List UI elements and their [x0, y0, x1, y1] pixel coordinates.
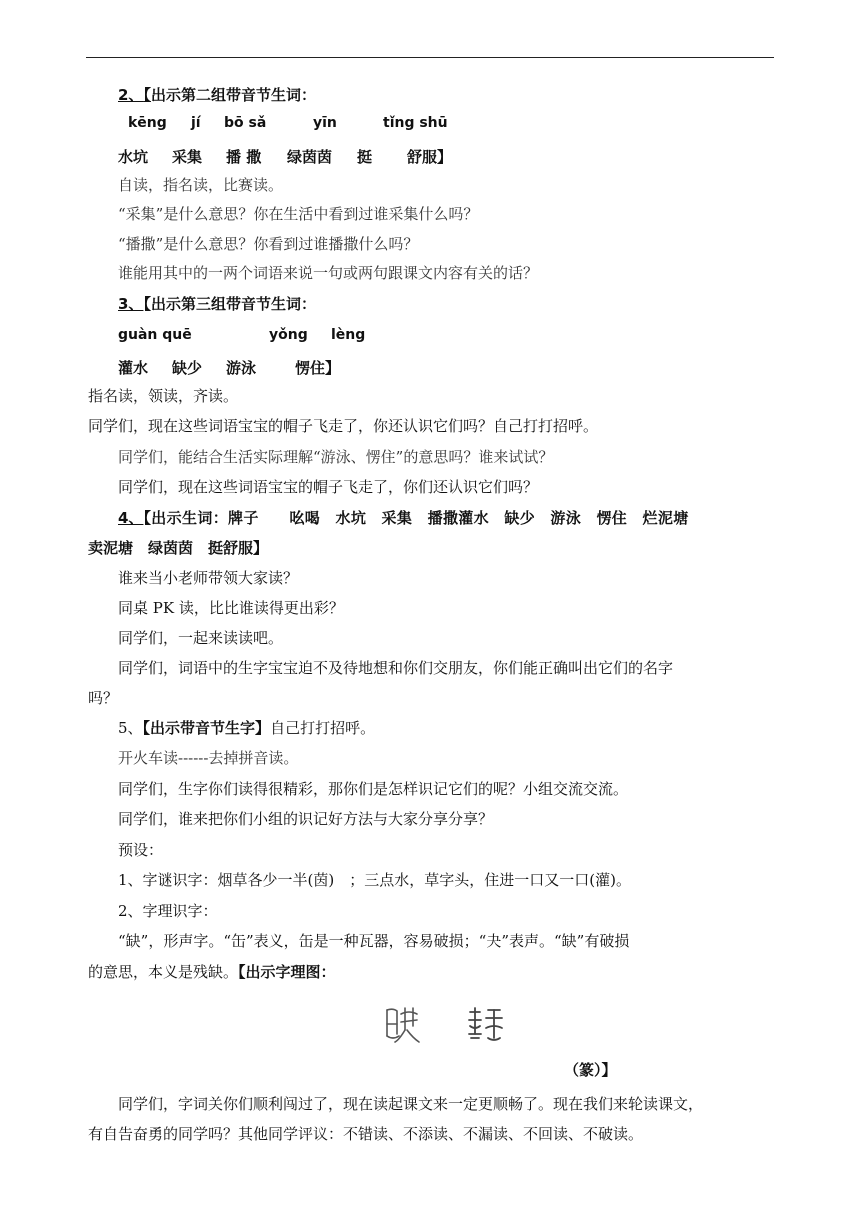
text-line: 吗？ — [88, 689, 119, 707]
word-bosa: 播 撒 — [226, 148, 262, 166]
word-ting: 挺 — [357, 148, 373, 166]
text-line: 同学们，现在这些词语宝宝的帽子飞走了，你还认识它们吗？自己打打招呼。 — [88, 417, 599, 435]
text-line: 同桌 PK 读，比比谁读得更出彩？ — [118, 599, 344, 617]
text-line: 谁能用其中的一两个词语来说一句或两句跟课文内容有关的话？ — [118, 264, 539, 282]
text-line: 的意思，本义是残缺。 — [88, 963, 239, 981]
text-line: 2、字理识字： — [118, 902, 218, 920]
figure-title: 【出示字理图： — [238, 963, 336, 981]
pinyin-keng: kēng — [128, 115, 167, 131]
pinyin-bosa: bō sǎ — [224, 115, 267, 131]
figure-caption: （篆）】 — [564, 1061, 617, 1079]
pinyin-tingshu: tǐng shū — [383, 115, 448, 131]
text-line: 同学们，一起来读读吧。 — [118, 629, 284, 647]
section-2-number: 2、 — [118, 86, 144, 104]
text-line: 有自告奋勇的同学吗？其他同学评议：不错读、不添读、不漏读、不回读、不破读。 — [88, 1125, 644, 1143]
section-2-heading — [118, 85, 316, 105]
word-lengzhu: 愣住】 — [295, 359, 341, 377]
text-line: 同学们，现在这些词语宝宝的帽子飞走了，你们还认识它们吗？ — [118, 478, 539, 496]
section-4-words-line2: 卖泥塘 绿茵茵 挺舒服】 — [88, 539, 269, 557]
text-line: 指名读，领读，齐读。 — [88, 387, 239, 405]
pinyin-leng: lèng — [331, 327, 366, 343]
text-line: 同学们，谁来把你们小组的识记好方法与大家分享分享？ — [118, 810, 494, 828]
section-2-title: 出示第二组带音节生词： — [150, 86, 316, 104]
text-line: “缺”，形声字。“缶”表义，缶是一种瓦器，容易破损；“夬”表声。“缺”有破损 — [118, 932, 630, 950]
seal-script-glyph-right — [466, 1004, 504, 1044]
word-lvyinyin: 绿茵茵 — [287, 148, 333, 166]
text-line: 自读，指名读，比赛读。 — [118, 176, 284, 194]
text-line: 同学们，生字你们读得很精彩，那你们是怎样识记它们的呢？小组交流交流。 — [118, 780, 629, 798]
text-line: 预设： — [118, 841, 164, 859]
pinyin-guanque: guàn quē — [118, 327, 192, 343]
section-3-heading — [118, 294, 316, 314]
section-5-tail: 自己打打招呼。 — [270, 719, 376, 737]
section-2-bracket: 【 — [143, 86, 151, 104]
section-4-words-line1: 【出示生词：牌子 吆喝 水坑 采集 播撒灌水 缺少 游泳 愣住 烂泥塘 — [143, 509, 689, 527]
pinyin-yin: yīn — [313, 115, 337, 131]
word-shuikeng: 水坑 — [118, 148, 149, 166]
text-line: 同学们，字词关你们顺利闯过了，现在读起课文来一定更顺畅了。现在我们来轮读课文， — [118, 1095, 704, 1113]
text-line: 同学们，词语中的生字宝宝迫不及待地想和你们交朋友，你们能正确叫出它们的名字 — [118, 659, 674, 677]
text-line: 谁来当小老师带领大家读？ — [118, 569, 299, 587]
text-line: “播撒”是什么意思？你看到过谁播撒什么吗？ — [118, 235, 419, 253]
text-line: 1、字谜识字：烟草各少一半(茵) ；三点水，草字头，住进一口又一口(灌)。 — [118, 871, 631, 889]
section-5-number: 5、 — [118, 719, 143, 737]
section-5-title: 【出示带音节生字】 — [142, 719, 271, 737]
word-caiji: 采集 — [172, 148, 203, 166]
header-rule — [86, 57, 774, 58]
text-line: 开火车读------去掉拼音读。 — [118, 749, 299, 767]
section-3-number: 3、 — [118, 295, 144, 313]
section-4-number: 4、 — [118, 509, 144, 527]
section-5-heading — [118, 718, 375, 738]
section-3-title: 【出示第三组带音节生词： — [143, 295, 316, 313]
text-line: 同学们，能结合生活实际理解“游泳、愣住”的意思吗？谁来试试？ — [118, 448, 554, 466]
pinyin-ji: jí — [191, 115, 201, 131]
text-line-with-figure-title — [88, 962, 336, 982]
word-guanshui: 灌水 — [118, 359, 149, 377]
word-queshao: 缺少 — [172, 359, 203, 377]
text-line: “采集”是什么意思？你在生活中看到过谁采集什么吗？ — [118, 205, 479, 223]
pinyin-yong: yǒng — [269, 327, 308, 343]
seal-script-glyph-left — [383, 1000, 423, 1046]
word-shufu: 舒服】 — [407, 148, 453, 166]
section-4-heading — [118, 508, 689, 528]
word-youyong: 游泳 — [226, 359, 257, 377]
